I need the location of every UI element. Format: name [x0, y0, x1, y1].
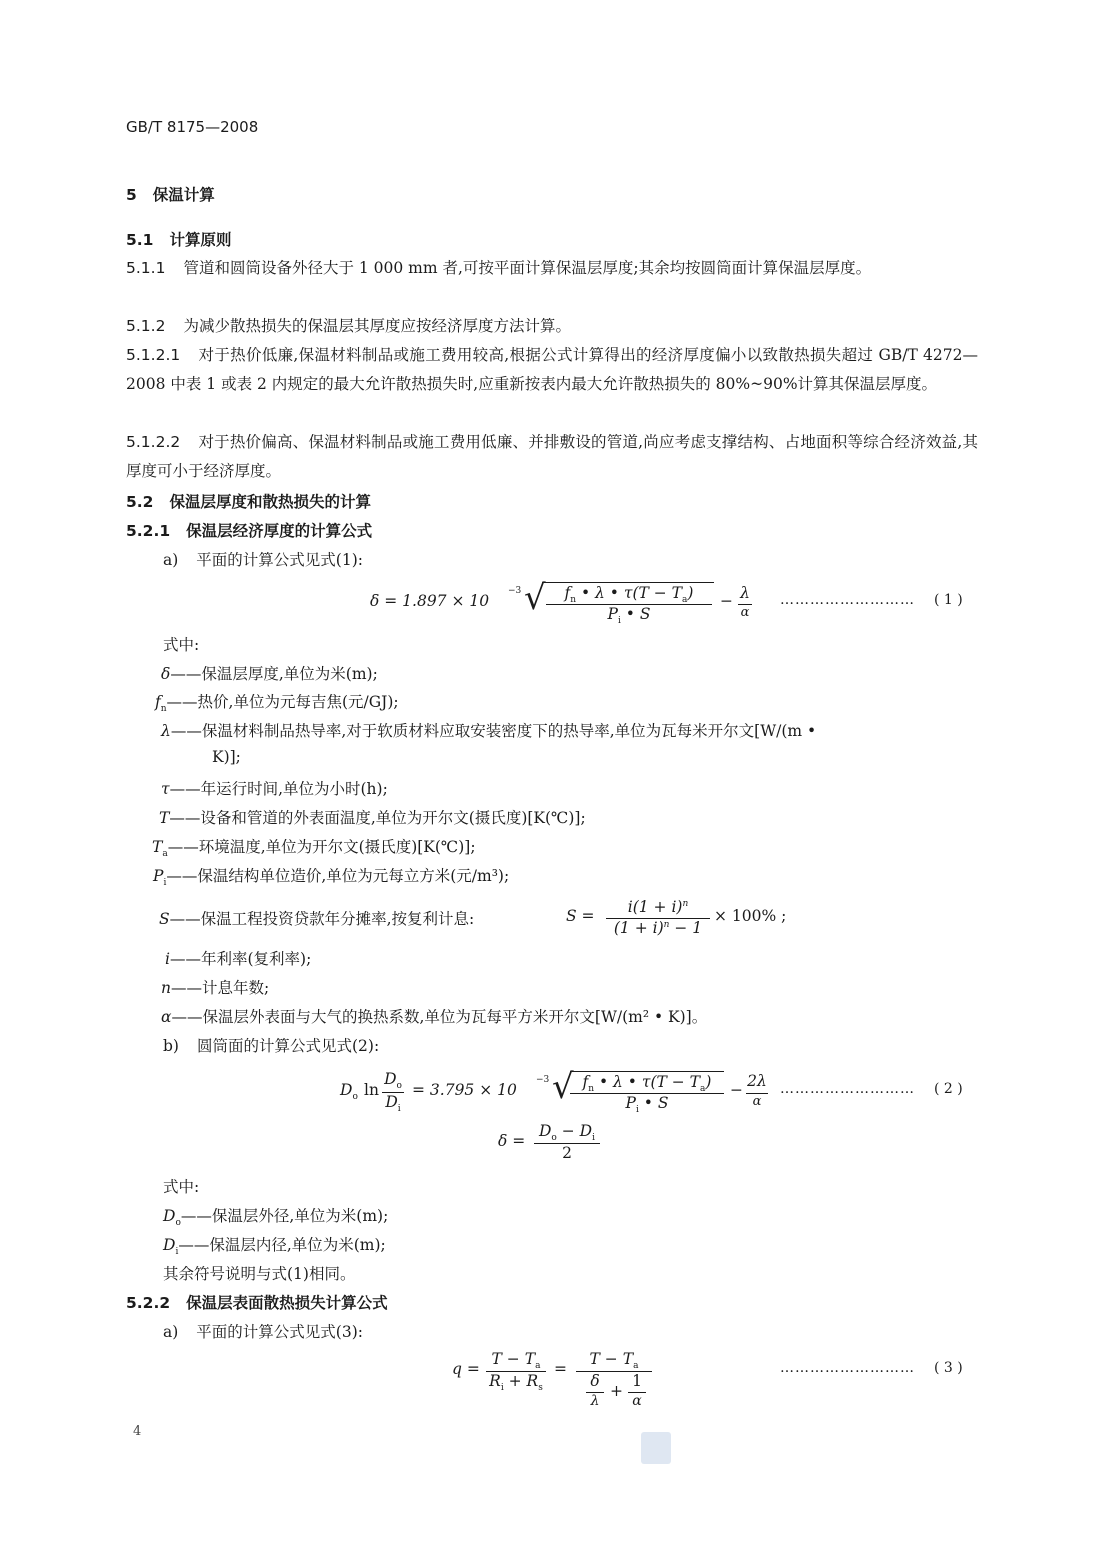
clause-text: 对于热价低廉,保温材料制品或施工费用较高,根据公式计算得出的经济厚度偏小以致散热损失超过 GB/T 4272—2008 中表 1 或表 2 内规定的最大允许散热损失时,应重新按表内最大允许散热损失的 80%~90%计算其保温层厚度。 [126, 346, 978, 393]
list-marker: b) [163, 1037, 179, 1055]
list-text: 平面的计算公式见式(1): [196, 551, 363, 569]
section-number: 5.2.1 [126, 522, 171, 540]
section-number: 5.2.2 [126, 1294, 171, 1312]
section-title: 保温计算 [152, 186, 215, 204]
sqrt-denominator: $P_i$ • S [570, 1093, 724, 1115]
section-title: 保温层经济厚度的计算公式 [186, 522, 373, 540]
list-item-a-plane-loss [163, 1320, 363, 1342]
leader-dots: ……………………… [780, 1360, 915, 1376]
sqrt-sign: √ [552, 1067, 574, 1107]
sqrt-numerator: $f_n$ • λ • $\tau(T - T_a)$ [564, 584, 694, 606]
section-heading-5-2-2 [126, 1291, 388, 1313]
equation-label-2: ( 2 ) [934, 1081, 963, 1097]
equation-label-1: ( 1 ) [934, 592, 963, 608]
clause-number: 5.1.2.2 [126, 433, 181, 451]
sqrt-numerator: $f_n$ • λ • $\tau(T - T_a)$ [582, 1073, 712, 1095]
list-text: 圆筒面的计算公式见式(2): [196, 1037, 380, 1055]
clause-number: 5.1.2.1 [126, 346, 181, 364]
symbol-def-tau: τ——年运行时间,单位为小时(h); [161, 780, 388, 798]
annuity-denominator: $(1 + i)^n - 1$ [606, 918, 710, 937]
symbol-def-Pi: $P_i——$保温结构单位造价,单位为元每立方米(元/m³); [153, 867, 510, 889]
clause-5-1-2-2 [126, 428, 978, 486]
eq3-numerator-2: $T - T_a$ [589, 1350, 639, 1372]
eq-lhs: δ = 1.897 × 10 [370, 592, 490, 610]
delta-numerator: $D_o - D_i$ [538, 1122, 596, 1144]
leader-dots: ……………………… [780, 1081, 915, 1097]
minus-sign: − [720, 592, 733, 610]
equation-label-3: ( 3 ) [934, 1360, 963, 1376]
where-title: 式中: [163, 636, 200, 654]
section-number: 5 [126, 186, 137, 204]
list-marker: a) [163, 1323, 179, 1341]
symbol-def-alpha: α——保温层外表面与大气的换热系数,单位为瓦每平方米开尔文[W/(m² • K)]。 [161, 1008, 708, 1026]
document-page: GB/T 8175—2008 5 保温计算 5.1 计算原则 5.1.1 管道和圆筒设备外径大于 1 000 mm 者,可按平面计算保温层厚度;其余均按圆筒面计算保温层厚度。 5.1.2 为减少散热损失的保温层其厚度应按经济厚度方法计算。 5.1.2.1 对于热价低廉,保温材料制品或施工费用较高,根据公式计算得出的经济厚度偏小以致散热损失超过 GB/T 4272—2008 中表 1 或表 2 内规定的最大允许散热损失时,应重新按表内最大允许散热损失的 80%~90%计算其保温层厚度。 5.1.2.2 对于热价偏高、保温材料制品或施工费用低廉、并排敷设的管道,尚应考虑支撑结构、占地面积等综合经济效益,其厚度可小于经济厚度。 5.2 保温层厚度和散热损失的计算 5.2.1 保温层经济厚度的计算公式 a) 平面的计算公式见式(1): δ = 1.897 × 10 −3 √ $f_n$ • λ • $\tau(T - T_a)$ $P_i$ • S − λ α ……………………… ( 1 ) 式中: δ——保温层厚度,单位为米(m); $f_n——$热价,单位为元每吉焦(元/GJ); λ——保温材料制品热导率,对于软质材料应取安装密度下的热导率,单位为瓦每米开尔文[W/(m • K)]; τ——年运行时间,单位为小时(h); T——设备和管道的外表面温度,单位为开尔文(摄氏度)[K(℃)]; $T_a——$环境温度,单位为开尔文(摄氏度)[K(℃)]; $P_i——$保温结构单位造价,单位为元每立方米(元/m³); S——保温工程投资贷款年分摊率,按复利计息: S = $i(1 + i)^n$ $(1 + i)^n - 1$ × 100% ; i——年利率(复利率); n——计息年数; α——保温层外表面与大气的换热系数,单位为瓦每平方米开尔文[W/(m² • K)]。 b) 圆筒面的计算公式见式(2): $D_o$ ln $D_o$ $D_i$ = 3.795 × 10 −3 √ $f_n$ • λ • $\tau(T - T_a)$ $P_i$ • S − 2λ α ……………………… ( 2 ) δ = $D_o - D_i$ 2 式中: $D_o——$保温层外径,单位为米(m); $D_i——$保温层内径,单位为米(m); 其余符号说明与式(1)相同。 5.2.2 保温层表面散热损失计算公式 a) 平面的计算公式见式(3): q = $T - T_a$ $R_i + R_s$ = $T - T_a$ δ λ + 1 α ……………………… ( 3 ) 4 [0, 0, 1102, 1559]
list-text: 平面的计算公式见式(3): [196, 1323, 363, 1341]
section-title: 保温层厚度和散热损失的计算 [169, 493, 371, 511]
section-title: 计算原则 [169, 231, 232, 249]
clause-text: 管道和圆筒设备外径大于 1 000 mm 者,可按平面计算保温层厚度;其余均按圆筒面计算保温层厚度。 [183, 259, 872, 277]
symbol-def-n: n——计息年数; [161, 979, 270, 997]
sqrt-denominator: $P_i$ • S [607, 605, 651, 627]
symbol-def-fn: $f_n——$热价,单位为元每吉焦(元/GJ); [155, 693, 399, 715]
ratio-denominator: $D_i$ [382, 1092, 404, 1114]
list-item-b-cylinder [163, 1034, 379, 1056]
clause-text: 对于热价偏高、保温材料制品或施工费用低廉、并排敷设的管道,尚应考虑支撑结构、占地面积等综合经济效益,其厚度可小于经济厚度。 [126, 433, 978, 480]
watermark-logo [641, 1432, 671, 1464]
section-number: 5.2 [126, 493, 154, 511]
symbol-def-Do: $D_o——$保温层外径,单位为米(m); [163, 1207, 389, 1229]
section-heading-5-2 [126, 490, 371, 512]
section-title: 保温层表面散热损失计算公式 [186, 1294, 388, 1312]
annuity-numerator: $i(1 + i)^n$ [627, 898, 689, 916]
clause-5-1-1 [126, 254, 978, 283]
clause-number: 5.1.2 [126, 317, 166, 335]
delta-denominator: 2 [534, 1143, 600, 1162]
frac-lambda-num: λ [740, 584, 750, 602]
leader-dots: ……………………… [780, 592, 915, 608]
clause-number: 5.1.1 [126, 259, 166, 277]
eq3-numerator-1: $T - T_a$ [491, 1350, 541, 1372]
standard-code: GB/T 8175—2008 [126, 118, 259, 136]
symbol-def-S: S——保温工程投资贷款年分摊率,按复利计息: [159, 910, 475, 928]
symbol-def-Di: $D_i——$保温层内径,单位为米(m); [163, 1236, 386, 1258]
clause-5-1-2 [126, 312, 978, 341]
list-item-a-plane [163, 548, 363, 570]
page-number: 4 [133, 1424, 142, 1439]
note-other-symbols: 其余符号说明与式(1)相同。 [163, 1265, 356, 1283]
eq3-denominator-1: $R_i + R_s$ [486, 1371, 546, 1393]
sqrt-vinculum [570, 1071, 724, 1072]
section-heading-5-2-1 [126, 519, 372, 541]
list-marker: a) [163, 551, 179, 569]
eq-exponent: −3 [508, 586, 522, 596]
symbol-def-T: T——设备和管道的外表面温度,单位为开尔文(摄氏度)[K(℃)]; [159, 809, 586, 827]
symbol-def-i: i——年利率(复利率); [165, 950, 312, 968]
symbol-def-Ta: $T_a——$环境温度,单位为开尔文(摄氏度)[K(℃)]; [152, 838, 476, 860]
clause-5-1-2-1 [126, 341, 978, 399]
sqrt-sign: √ [524, 578, 546, 618]
symbol-def-lambda: λ——保温材料制品热导率,对于软质材料应取安装密度下的热导率,单位为瓦每米开尔文[W/(m • [161, 722, 817, 740]
section-number: 5.1 [126, 231, 154, 249]
frac-alpha-den: α [738, 604, 752, 620]
ratio-numerator: $D_o$ [384, 1070, 402, 1092]
clause-text: 为减少散热损失的保温层其厚度应按经济厚度方法计算。 [183, 317, 571, 335]
section-heading-5 [126, 183, 215, 205]
sqrt-vinculum [542, 582, 714, 583]
symbol-def-lambda-cont: K)]; [212, 748, 241, 766]
section-heading-5-1 [126, 228, 231, 250]
where-title: 式中: [163, 1178, 200, 1196]
symbol-def-delta: δ——保温层厚度,单位为米(m); [161, 665, 378, 683]
